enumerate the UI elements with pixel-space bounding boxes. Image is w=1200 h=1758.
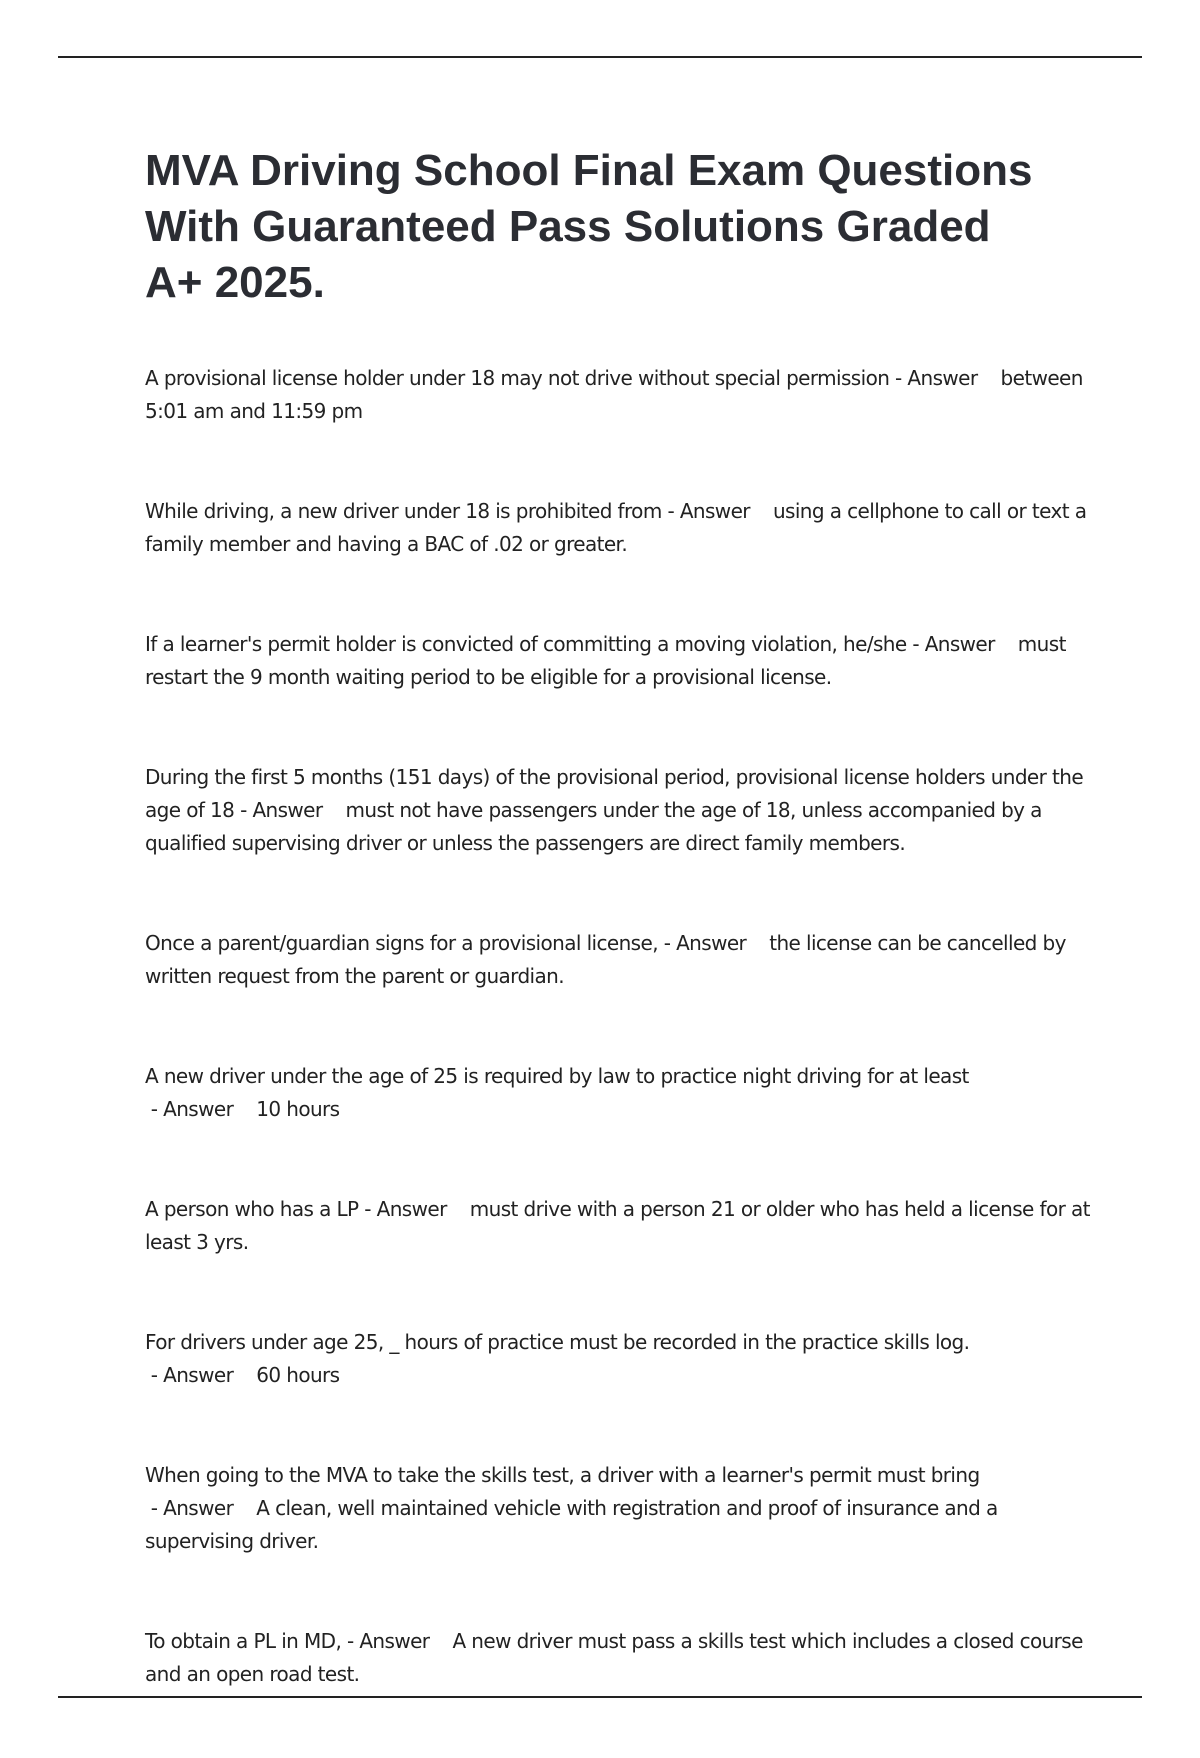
qa-item bbox=[145, 1625, 1095, 1691]
question-text: For drivers under age 25, _ hours of practice must be recorded in the practice skills log. bbox=[145, 1330, 970, 1354]
question-text: A person who has a LP bbox=[145, 1197, 359, 1221]
answer-text: the license can be cancelled by written request from the parent or guardian. bbox=[145, 931, 1066, 988]
answer-text: must restart the 9 month waiting period to be eligible for a provisional license. bbox=[145, 632, 1066, 689]
qa-item bbox=[145, 761, 1095, 860]
answer-separator: - Answer bbox=[889, 366, 1001, 390]
qa-item bbox=[145, 1326, 1095, 1392]
answer-separator: - Answer bbox=[145, 1496, 257, 1520]
question-text: A new driver under the age of 25 is required by law to practice night driving for at least bbox=[145, 1064, 969, 1088]
answer-text: A clean, well maintained vehicle with registration and proof of insurance and a supervising driver. bbox=[145, 1496, 998, 1553]
question-text: During the first 5 months (151 days) of the provisional period, provisional license holders under the age of 18 bbox=[145, 765, 1084, 822]
qa-item bbox=[145, 1060, 1095, 1126]
answer-separator: - Answer bbox=[145, 1363, 257, 1387]
question-text: While driving, a new driver under 18 is prohibited from bbox=[145, 499, 662, 523]
answer-separator: - Answer bbox=[341, 1629, 453, 1653]
top-rule bbox=[58, 56, 1142, 58]
answer-separator: - Answer bbox=[906, 632, 1018, 656]
question-text: Once a parent/guardian signs for a provisional license, bbox=[145, 931, 658, 955]
qa-item bbox=[145, 362, 1095, 428]
answer-separator: - Answer bbox=[358, 1197, 470, 1221]
bottom-rule bbox=[58, 1696, 1142, 1698]
qa-item bbox=[145, 1193, 1095, 1259]
answer-separator: - Answer bbox=[234, 798, 346, 822]
answer-separator: - Answer bbox=[657, 931, 770, 955]
answer-text: must not have passengers under the age of 18, unless accompanied by a qualified supervising driver or unless the passengers are direct family members. bbox=[145, 798, 1042, 855]
document-title: MVA Driving School Final Exam Questions With Guaranteed Pass Solutions Graded A+ 2025. bbox=[145, 146, 1033, 307]
answer-text: 10 hours bbox=[256, 1097, 340, 1121]
qa-item bbox=[145, 1459, 1095, 1558]
qa-item bbox=[145, 628, 1095, 694]
question-text: When going to the MVA to take the skills test, a driver with a learner's permit must bring bbox=[145, 1463, 980, 1487]
qa-list bbox=[145, 362, 1095, 1758]
question-text: A provisional license holder under 18 may not drive without special permission bbox=[145, 366, 890, 390]
qa-item bbox=[145, 927, 1095, 993]
answer-text: must drive with a person 21 or older who has held a license for at least 3 yrs. bbox=[145, 1197, 1090, 1254]
question-text: If a learner's permit holder is convicted of committing a moving violation, he/she bbox=[145, 632, 907, 656]
qa-item bbox=[145, 495, 1095, 561]
answer-separator: - Answer bbox=[145, 1097, 257, 1121]
answer-text: using a cellphone to call or text a family member and having a BAC of .02 or greater. bbox=[145, 499, 1087, 556]
question-text: To obtain a PL in MD, bbox=[145, 1629, 342, 1653]
answer-text: 60 hours bbox=[256, 1363, 340, 1387]
answer-text: A new driver must pass a skills test which includes a closed course and an open road test. bbox=[145, 1629, 1083, 1686]
answer-separator: - Answer bbox=[661, 499, 773, 523]
answer-text: between 5:01 am and 11:59 pm bbox=[145, 366, 1083, 423]
